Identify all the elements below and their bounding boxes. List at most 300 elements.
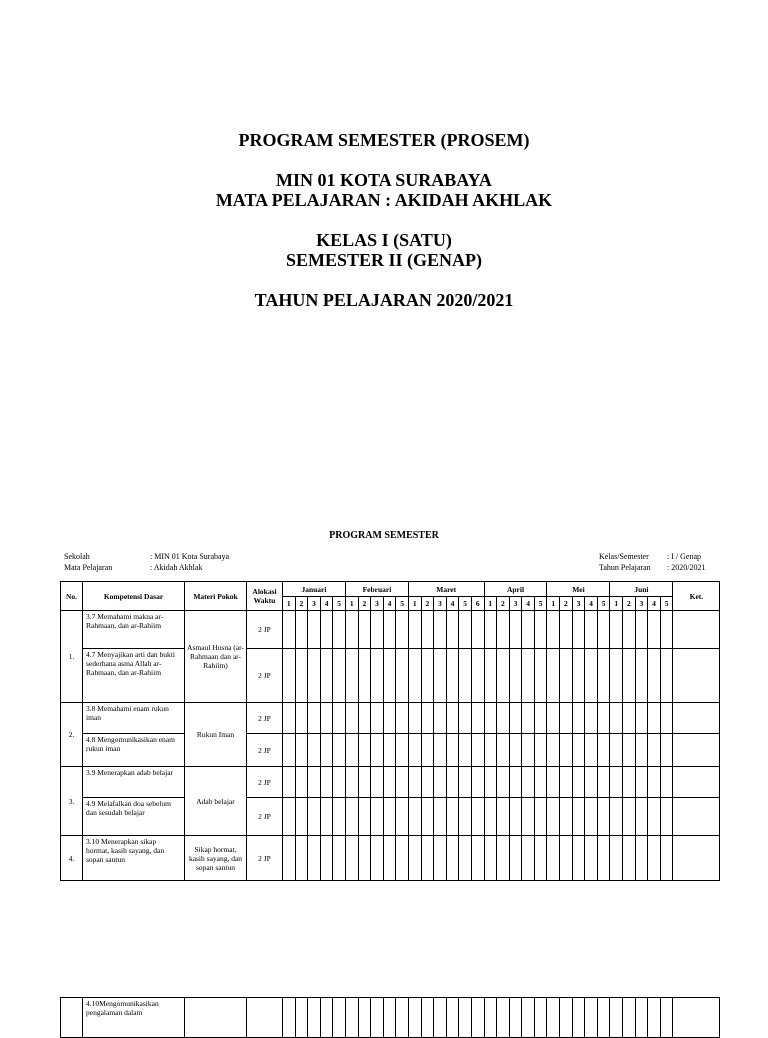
week-cell [509,649,522,703]
week-cell [408,836,421,881]
week-cell [320,836,333,881]
week-cell [446,998,459,1038]
week-cell [597,998,610,1038]
week-cell [623,998,636,1038]
week-cell [320,734,333,767]
document-title: PROGRAM SEMESTER [329,530,439,541]
week-cell [358,767,371,798]
week-cell [434,767,447,798]
header-week: 1 [484,597,497,611]
week-cell [610,649,623,703]
week-cell [484,703,497,734]
week-cell [446,836,459,881]
week-cell [283,649,296,703]
week-cell [459,767,472,798]
week-cell [333,998,346,1038]
header-materi-pokok: Materi Pokok [185,582,247,611]
week-cell [345,703,358,734]
header-week: 4 [522,597,535,611]
week-cell [623,734,636,767]
week-cell [522,998,535,1038]
header-week: 5 [459,597,472,611]
header-week: 2 [497,597,510,611]
week-cell [421,798,434,836]
week-cell [308,611,321,649]
header-week: 4 [648,597,661,611]
week-cell [408,703,421,734]
week-cell [459,703,472,734]
week-cell [648,836,661,881]
week-cell [635,798,648,836]
keterangan-cell [673,734,720,767]
week-cell [308,703,321,734]
header-month: Februari [345,582,408,597]
info-key: Mata Pelajaran [64,563,113,572]
week-cell [320,703,333,734]
materi-pokok-cell: Asmaul Husna (ar-Rahmaan dan ar-Rahiim) [185,611,247,703]
row-number: 3. [61,767,83,836]
cover-title: PROGRAM SEMESTER (PROSEM) [238,130,530,150]
header-keterangan: Ket. [673,582,720,611]
week-cell [597,767,610,798]
materi-pokok-cell [185,998,247,1038]
header-week: 2 [421,597,434,611]
week-cell [635,734,648,767]
week-cell [345,649,358,703]
week-cell [572,998,585,1038]
week-cell [471,798,484,836]
week-cell [396,767,409,798]
week-cell [434,703,447,734]
week-cell [635,703,648,734]
week-cell [522,836,535,881]
week-cell [497,611,510,649]
week-cell [421,703,434,734]
week-cell [371,798,384,836]
week-cell [597,734,610,767]
week-cell [396,998,409,1038]
week-cell [623,703,636,734]
week-cell [560,734,573,767]
week-cell [295,798,308,836]
week-cell [484,998,497,1038]
week-cell [635,611,648,649]
week-cell [345,998,358,1038]
week-cell [308,734,321,767]
header-week: 4 [320,597,333,611]
header-alokasi-waktu: Alokasi Waktu [247,582,283,611]
week-cell [560,998,573,1038]
header-week: 3 [635,597,648,611]
week-cell [610,703,623,734]
week-cell [471,998,484,1038]
info-value: : MIN 01 Kota Surabaya [150,552,230,561]
week-cell [560,611,573,649]
week-cell [434,611,447,649]
week-cell [610,798,623,836]
header-week: 3 [572,597,585,611]
header-week: 5 [534,597,547,611]
week-cell [408,998,421,1038]
table-row [61,703,720,734]
week-cell [333,767,346,798]
header-week: 6 [471,597,484,611]
week-cell [572,611,585,649]
week-cell [459,836,472,881]
week-cell [484,649,497,703]
header-week: 3 [509,597,522,611]
week-cell [408,611,421,649]
header-week: 3 [308,597,321,611]
week-cell [283,734,296,767]
week-cell [547,798,560,836]
cover-semester: SEMESTER II (GENAP) [285,250,483,270]
alokasi-waktu-cell: 2 JP [247,703,283,734]
week-cell [308,767,321,798]
keterangan-cell [673,611,720,649]
header-month: Maret [408,582,484,597]
kompetensi-dasar-cell: 4.9 Melafalkan doa sebelum dan sesudah belajar [83,798,185,836]
week-cell [648,703,661,734]
keterangan-cell [673,798,720,836]
week-cell [383,998,396,1038]
week-cell [371,734,384,767]
week-cell [547,734,560,767]
materi-pokok-cell: Adab belajar [185,767,247,836]
row-number: 4. [61,836,83,881]
week-cell [560,836,573,881]
week-cell [283,836,296,881]
week-cell [383,649,396,703]
week-cell [648,767,661,798]
week-cell [358,649,371,703]
week-cell [560,649,573,703]
week-cell [610,611,623,649]
week-cell [635,836,648,881]
alokasi-waktu-cell: 2 JP [247,836,283,881]
week-cell [333,798,346,836]
materi-pokok-cell: Rukun Iman [185,703,247,767]
week-cell [396,734,409,767]
week-cell [534,767,547,798]
header-week: 1 [283,597,296,611]
info-key: Tahun Pelajaran [599,563,651,572]
week-cell [383,703,396,734]
week-cell [308,998,321,1038]
week-cell [371,611,384,649]
week-cell [408,734,421,767]
week-cell [522,767,535,798]
week-cell [597,611,610,649]
week-cell [560,767,573,798]
week-cell [585,836,598,881]
week-cell [660,703,673,734]
keterangan-cell [673,836,720,881]
week-cell [358,611,371,649]
header-week: 5 [396,597,409,611]
info-key: Kelas/Semester [599,552,649,561]
week-cell [660,998,673,1038]
week-cell [547,649,560,703]
week-cell [648,649,661,703]
week-cell [434,798,447,836]
week-cell [509,998,522,1038]
week-cell [471,703,484,734]
week-cell [459,649,472,703]
table-row [61,798,720,836]
week-cell [459,998,472,1038]
week-cell [320,611,333,649]
header-month: Januari [283,582,346,597]
week-cell [358,703,371,734]
week-cell [610,767,623,798]
week-cell [459,734,472,767]
week-cell [497,836,510,881]
header-month: Juni [610,582,673,597]
header-week: 2 [623,597,636,611]
week-cell [446,703,459,734]
week-cell [534,836,547,881]
week-cell [660,767,673,798]
week-cell [471,734,484,767]
week-cell [358,734,371,767]
row-number: 1. [61,611,83,703]
week-cell [572,836,585,881]
week-cell [446,649,459,703]
week-cell [534,734,547,767]
week-cell [660,836,673,881]
week-cell [333,611,346,649]
week-cell [295,767,308,798]
week-cell [308,836,321,881]
week-cell [320,798,333,836]
week-cell [345,611,358,649]
week-cell [320,649,333,703]
week-cell [434,836,447,881]
week-cell [522,703,535,734]
header-week: 3 [434,597,447,611]
week-cell [283,998,296,1038]
header-no: No. [61,582,83,611]
week-cell [295,734,308,767]
header-week: 4 [446,597,459,611]
week-cell [371,836,384,881]
week-cell [522,649,535,703]
week-cell [396,836,409,881]
week-cell [484,611,497,649]
week-cell [371,998,384,1038]
row-number [61,998,83,1038]
week-cell [371,649,384,703]
week-cell [383,734,396,767]
week-cell [283,798,296,836]
header-kompetensi-dasar: Kompetensi Dasar [83,582,185,611]
week-cell [660,611,673,649]
week-cell [597,836,610,881]
week-cell [434,649,447,703]
cover-subject: MATA PELAJARAN : AKIDAH AKHLAK [215,190,553,210]
header-week: 5 [597,597,610,611]
header-week: 4 [383,597,396,611]
week-cell [446,611,459,649]
week-cell [320,767,333,798]
week-cell [471,836,484,881]
header-week: 1 [345,597,358,611]
week-cell [396,798,409,836]
week-cell [408,649,421,703]
week-cell [610,836,623,881]
week-cell [509,798,522,836]
week-cell [509,703,522,734]
table-row [61,611,720,649]
header-week: 5 [333,597,346,611]
week-cell [610,734,623,767]
week-cell [497,798,510,836]
week-cell [560,703,573,734]
week-cell [295,998,308,1038]
info-right [599,551,705,573]
week-cell [421,836,434,881]
week-cell [597,798,610,836]
info-key: Sekolah [64,552,90,561]
alokasi-waktu-cell: 2 JP [247,767,283,798]
week-cell [660,734,673,767]
alokasi-waktu-cell: 2 JP [247,611,283,649]
week-cell [358,998,371,1038]
header-week: 5 [660,597,673,611]
week-cell [396,611,409,649]
week-cell [459,611,472,649]
header-month: April [484,582,547,597]
week-cell [534,649,547,703]
week-cell [446,734,459,767]
week-cell [509,734,522,767]
alokasi-waktu-cell: 2 JP [247,649,283,703]
week-cell [534,611,547,649]
week-cell [471,649,484,703]
week-cell [484,734,497,767]
week-cell [597,703,610,734]
week-cell [497,734,510,767]
week-cell [497,649,510,703]
week-cell [308,798,321,836]
week-cell [597,649,610,703]
continuation-table [60,997,720,1038]
week-cell [534,798,547,836]
row-number: 2. [61,703,83,767]
week-cell [471,611,484,649]
week-cell [522,734,535,767]
week-cell [635,767,648,798]
week-cell [585,767,598,798]
week-cell [295,703,308,734]
week-cell [434,734,447,767]
week-cell [345,798,358,836]
keterangan-cell [673,703,720,734]
week-cell [648,798,661,836]
header-week: 2 [295,597,308,611]
kompetensi-dasar-cell: 3.9 Menerapkan adab belajar [83,767,185,798]
header-week: 2 [358,597,371,611]
week-cell [371,767,384,798]
week-cell [446,798,459,836]
week-cell [408,767,421,798]
week-cell [345,734,358,767]
week-cell [623,611,636,649]
week-cell [585,611,598,649]
alokasi-waktu-cell: 2 JP [247,734,283,767]
week-cell [534,703,547,734]
header-week: 2 [560,597,573,611]
week-cell [610,998,623,1038]
week-cell [660,798,673,836]
week-cell [585,703,598,734]
week-cell [383,767,396,798]
week-cell [421,767,434,798]
week-cell [547,767,560,798]
week-cell [333,649,346,703]
week-cell [421,611,434,649]
week-cell [509,611,522,649]
week-cell [471,767,484,798]
week-cell [497,703,510,734]
week-cell [333,836,346,881]
table-row [61,734,720,767]
week-cell [648,998,661,1038]
header-week: 4 [585,597,598,611]
week-cell [295,611,308,649]
week-cell [320,998,333,1038]
week-cell [572,734,585,767]
week-cell [484,798,497,836]
week-cell [358,798,371,836]
week-cell [560,798,573,836]
keterangan-cell [673,649,720,703]
keterangan-cell [673,767,720,798]
kompetensi-dasar-cell: 3.8 Memahami enam rukun iman [83,703,185,734]
week-cell [333,734,346,767]
week-cell [635,649,648,703]
week-cell [509,767,522,798]
week-cell [497,767,510,798]
week-cell [585,798,598,836]
week-cell [660,649,673,703]
header-week: 1 [547,597,560,611]
week-cell [345,836,358,881]
week-cell [383,836,396,881]
keterangan-cell [673,998,720,1038]
week-cell [522,798,535,836]
week-cell [534,998,547,1038]
header-month: Mei [547,582,610,597]
week-cell [421,649,434,703]
kompetensi-dasar-cell: 4.10Mengomunikasikan pengalaman dalam [83,998,185,1038]
week-cell [623,767,636,798]
header-week: 3 [371,597,384,611]
week-cell [572,703,585,734]
week-cell [484,836,497,881]
week-cell [547,836,560,881]
week-cell [547,998,560,1038]
week-cell [396,703,409,734]
info-left [64,551,229,573]
table-row [61,836,720,881]
kompetensi-dasar-cell: 4.7 Menyajikan arti dan bukti sederhana asma Allah ar-Rahmaan, dan ar-Rahiim [83,649,185,703]
week-cell [434,998,447,1038]
week-cell [585,649,598,703]
kompetensi-dasar-cell: 4.8 Mengomunikasikan enam rukun iman [83,734,185,767]
header-week: 1 [408,597,421,611]
